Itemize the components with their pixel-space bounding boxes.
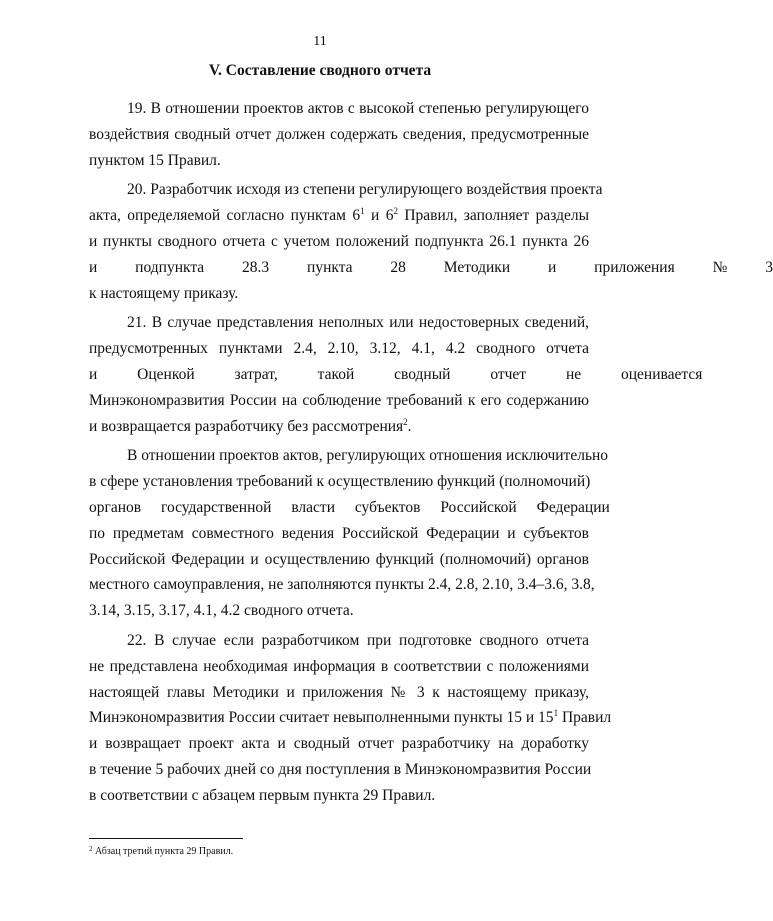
text-fragment: акта, определяемой согласно пунктам 6 <box>89 207 361 225</box>
text-line <box>89 705 612 731</box>
text-line: по предметам совместного ведения Российской Федерации и субъектов <box>89 524 589 542</box>
text-line: предусмотренных пунктами 2.4, 2.10, 3.12, 4.1, 4.2 сводного отчета <box>89 340 589 358</box>
footnote-separator <box>89 838 243 839</box>
text-line: местного самоуправления, не заполняются пункты 2.4, 2.8, 2.10, 3.4–3.6, 3.8, <box>89 576 595 594</box>
text-fragment: и 6 <box>364 207 394 225</box>
paragraph-22 <box>89 628 612 809</box>
text-line: Минэкономразвития России на соблюдение требований к его содержанию <box>89 391 589 409</box>
body-text <box>89 96 773 809</box>
text-line: в соответствии с абзацем первым пункта 29 Правил. <box>89 786 436 804</box>
text-fragment: . <box>407 417 412 435</box>
text-line: органов государственной власти субъектов Российской Федерации <box>89 498 610 516</box>
text-line: к настоящему приказу. <box>89 284 239 302</box>
paragraph-20 <box>89 177 773 306</box>
text-fragment: Правил, заполняет разделы <box>397 207 589 225</box>
text-line: воздействия сводный отчет должен содержать сведения, предусмотренные <box>89 125 589 143</box>
text-line: настоящей главы Методики и приложения № 3 к настоящему приказу, <box>89 683 589 701</box>
text-line: в сфере установления требований к осуществлению функций (полномочий) <box>89 473 591 491</box>
text-line: 21. В случае представления неполных или недостоверных сведений, <box>127 314 589 332</box>
paragraph-19 <box>89 96 589 173</box>
superscript: 2 <box>393 206 398 217</box>
paragraph-21 <box>89 310 703 439</box>
text-line <box>89 414 589 440</box>
text-line: и возвращает проект акта и сводный отчет разработчику на доработку <box>89 735 589 753</box>
text-line: в течение 5 рабочих дней со дня поступления в Минэкономразвития России <box>89 760 592 778</box>
text-line: 22. В случае если разработчиком при подготовке сводного отчета <box>127 631 589 649</box>
text-line: 19. В отношении проектов актов с высокой степенью регулирующего <box>127 100 589 117</box>
footnote-marker: 2 <box>89 845 93 853</box>
text-line <box>89 203 589 229</box>
section-title: V. Составление сводного отчета <box>208 62 432 79</box>
text-line: 20. Разработчик исходя из степени регулирующего воздействия проекта <box>127 181 603 199</box>
text-line: Российской Федерации и осуществлению функций (полномочий) органов <box>89 550 589 568</box>
footnote-ref: 2 <box>403 416 408 427</box>
text-line: и пункты сводного отчета с учетом положений подпункта 26.1 пункта 26 <box>89 232 589 250</box>
footnote <box>89 846 233 857</box>
text-line: не представлена необходимая информация в соответствии с положениями <box>89 657 589 675</box>
text-line: и подпункта 28.3 пункта 28 Методики и приложения № 3 <box>89 258 773 276</box>
text-line: и Оценкой затрат, такой сводный отчет не оценивается <box>89 365 703 383</box>
text-line: пунктом 15 Правил. <box>89 151 221 169</box>
superscript: 1 <box>360 206 365 217</box>
text-fragment: Правил <box>558 709 612 727</box>
text-line: 3.14, 3.15, 3.17, 4.1, 4.2 сводного отчета. <box>89 602 354 620</box>
text-fragment: и возвращается разработчику без рассмотрения <box>89 417 404 435</box>
page-number: 11 <box>313 34 327 49</box>
superscript: 1 <box>553 708 559 719</box>
text-fragment: Минэкономразвития России считает невыполненными пункты 15 и 15 <box>89 709 554 727</box>
footnote-text: Абзац третий пункта 29 Правил. <box>92 846 234 857</box>
text-line: В отношении проектов актов, регулирующих отношения исключительно <box>127 447 609 465</box>
paragraph-exemption <box>89 443 610 624</box>
